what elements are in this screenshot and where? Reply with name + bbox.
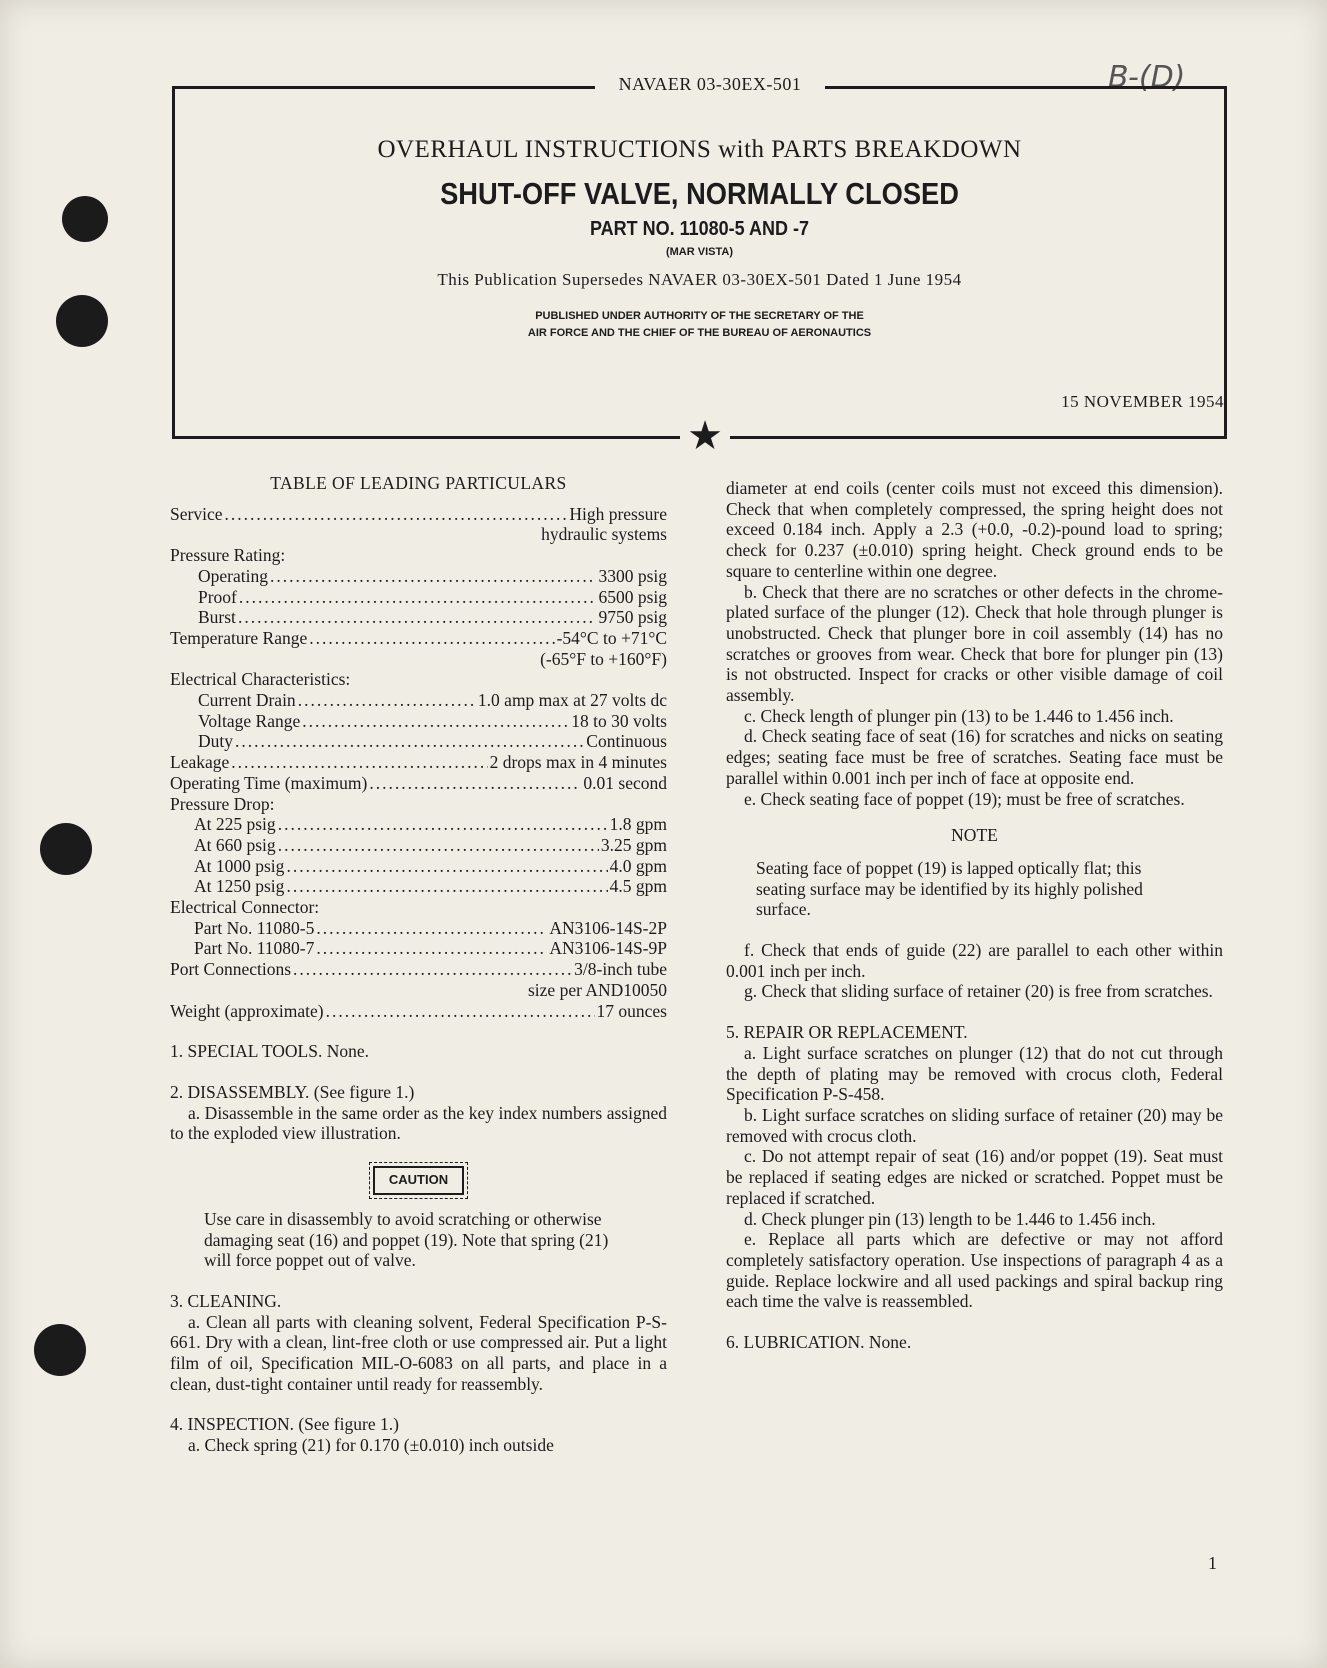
left-column	[170, 473, 667, 1456]
inspection-step-a-start: a. Check spring (21) for 0.170 (±0.010) inch outside	[188, 1435, 554, 1456]
temperature-row: Temperature Range ..... -54°C to +71°C	[170, 628, 667, 649]
publication-date: 15 NOVEMBER 1954	[1061, 392, 1224, 411]
top-rule-right	[825, 86, 1224, 89]
caution-box	[170, 1166, 667, 1195]
inspection-step-f: f. Check that ends of guide (22) are parallel to each other within 0.001 inch per inch.	[726, 940, 1223, 981]
operating-row: Operating ..... 3300 psig	[170, 566, 667, 587]
component-title: SHUT-OFF VALVE, NORMALLY CLOSED	[440, 176, 959, 211]
inspection-step-b: b. Check that there are no scratches or other defects in the chrome-plated surface of the plunger (12). Check that hole through plunger is unobstructed. Check that plunger bore in coil assembly (14) has no scratches or grooves from wear. Check that bore for plunger pin (13) is not obstructed. Inspect for cracks or other visible damage of coil assembly.	[726, 581, 1223, 706]
note-label: NOTE	[951, 825, 998, 846]
section-disassembly: 2. DISASSEMBLY. (See figure 1.)	[170, 1081, 415, 1102]
pressure-drop-row: At 1000 psig ..... 4.0 gpm	[170, 856, 667, 877]
page-number: 1	[1208, 1553, 1217, 1573]
inspection-step-e: e. Check seating face of poppet (19); must be free of scratches.	[744, 788, 1185, 809]
handwritten-mark: B-(D)	[1108, 60, 1186, 95]
section-inspection: 4. INSPECTION. (See figure 1.)	[170, 1414, 399, 1435]
repair-step-e: e. Replace all parts which are defective or may not afford completely satisfactory operation. Use inspections of paragraph 4 as a guide. Replace lockwire and all used packings and spiral backup ring each time the valve is reassembled.	[726, 1229, 1223, 1312]
current-row: Current Drain ..... 1.0 amp max at 27 volts dc	[170, 690, 667, 711]
top-rule-left	[175, 86, 595, 89]
star-icon: ★	[680, 415, 730, 457]
inspection-step-d: d. Check seating face of seat (16) for scratches and nicks on seating edges; seating face must be free of scratches. Seating face must be parallel within 0.001 inch per inch of face at opposite end.	[726, 726, 1223, 788]
section-lubrication: 6. LUBRICATION. None.	[726, 1332, 912, 1353]
section-cleaning: 3. CLEANING.	[170, 1290, 282, 1311]
leading-particulars-title: TABLE OF LEADING PARTICULARS	[270, 473, 567, 493]
disassembly-step-a: a. Disassemble in the same order as the key index numbers assigned to the exploded view illustration.	[170, 1102, 667, 1144]
repair-step-b: b. Light surface scratches on sliding surface of retainer (20) may be removed with crocus cloth.	[726, 1104, 1223, 1146]
connector-row: Part No. 11080-5 ..... AN3106-14S-2P	[170, 918, 667, 939]
binder-hole-bottom	[34, 1324, 86, 1376]
service-row-cont: hydraulic systems	[541, 524, 667, 545]
caution-label: CAUTION	[373, 1166, 464, 1195]
repair-step-c: c. Do not attempt repair of seat (16) and/or poppet (19). Seat must be replaced if seating edges are nicked or scratched. Poppet must be replaced if scratched.	[726, 1146, 1223, 1208]
pressure-drop-row: At 1250 psig ..... 4.5 gpm	[170, 876, 667, 897]
operating-time-row: Operating Time (maximum) ..... 0.01 second	[170, 773, 667, 794]
weight-row: Weight (approximate) ..... 17 ounces	[170, 1001, 667, 1022]
binder-hole-middle	[40, 823, 92, 875]
authority-line-2: AIR FORCE AND THE CHIEF OF THE BUREAU OF AERONAUTICS	[527, 327, 872, 339]
pressure-rating-heading: Pressure Rating:	[170, 545, 286, 566]
note-text: Seating face of poppet (19) is lapped optically flat; this seating surface may be identified by its highly polished surface.	[756, 857, 1143, 920]
pressure-drop-row: At 225 psig ..... 1.8 gpm	[170, 814, 667, 835]
repair-step-a: a. Light surface scratches on plunger (12) that do not cut through the depth of plating may be removed with crocus cloth, Federal Specification P-S-458.	[726, 1042, 1223, 1105]
document-title: OVERHAUL INSTRUCTIONS with PARTS BREAKDOWN	[377, 136, 1022, 163]
authority-line-1: PUBLISHED UNDER AUTHORITY OF THE SECRETARY OF THE	[535, 310, 864, 322]
voltage-row: Voltage Range ..... 18 to 30 volts	[170, 711, 667, 732]
right-column	[726, 478, 1223, 1353]
binder-hole-top	[62, 196, 108, 242]
publication-number: NAVAER 03-30EX-501	[618, 74, 802, 94]
inspection-step-a-cont: diameter at end coils (center coils must not exceed this dimension). Check that when completely compressed, the spring height does not exceed 0.184 inch. Apply a 2.3 (+0.0, -0.2)-pound load to spring; check for 0.237 (±0.010) spring height. Check ground ends to be square to centerline within one degree.	[726, 478, 1223, 581]
pressure-drop-row: At 660 psig ..... 3.25 gpm	[170, 835, 667, 856]
proof-row: Proof ..... 6500 psig	[170, 587, 667, 608]
part-numbers: PART NO. 11080-5 AND -7	[589, 218, 810, 240]
supersedes-notice: This Publication Supersedes NAVAER 03-30EX-501 Dated 1 June 1954	[437, 270, 962, 289]
burst-row: Burst ..... 9750 psig	[170, 607, 667, 628]
section-repair: 5. REPAIR OR REPLACEMENT.	[726, 1022, 968, 1043]
section-special-tools: 1. SPECIAL TOOLS. None.	[170, 1041, 369, 1062]
caution-text: Use care in disassembly to avoid scratching or otherwise damaging seat (16) and poppet (19). Note that spring (21) will force poppet out of valve.	[204, 1208, 609, 1271]
authority-statement	[175, 308, 1224, 342]
pressure-drop-heading: Pressure Drop:	[170, 793, 275, 814]
service-row: Service ..... High pressure	[170, 504, 667, 525]
connector-row: Part No. 11080-7 ..... AN3106-14S-9P	[170, 938, 667, 959]
cleaning-step-a: a. Clean all parts with cleaning solvent, Federal Specification P-S-661. Dry with a clean, lint-free cloth or use compressed air. Put a light film of oil, Specification MIL-O-6083 on all parts, and place in a clean, dust-tight container until ready for reassembly.	[170, 1311, 667, 1394]
electrical-heading: Electrical Characteristics:	[170, 669, 351, 690]
leakage-row: Leakage ..... 2 drops max in 4 minutes	[170, 752, 667, 773]
connector-heading: Electrical Connector:	[170, 897, 320, 918]
duty-row: Duty ..... Continuous	[170, 731, 667, 752]
binder-hole-upper	[56, 295, 108, 347]
port-row-cont: size per AND10050	[527, 979, 667, 1000]
port-row: Port Connections ..... 3/8-inch tube	[170, 959, 667, 980]
temperature-row-cont: (-65°F to +160°F)	[540, 648, 667, 669]
manufacturer: (MAR VISTA)	[665, 246, 733, 258]
repair-step-d: d. Check plunger pin (13) length to be 1.446 to 1.456 inch.	[744, 1208, 1156, 1229]
inspection-step-c: c. Check length of plunger pin (13) to be 1.446 to 1.456 inch.	[744, 705, 1174, 726]
inspection-step-g: g. Check that sliding surface of retainer (20) is free from scratches.	[744, 981, 1213, 1002]
